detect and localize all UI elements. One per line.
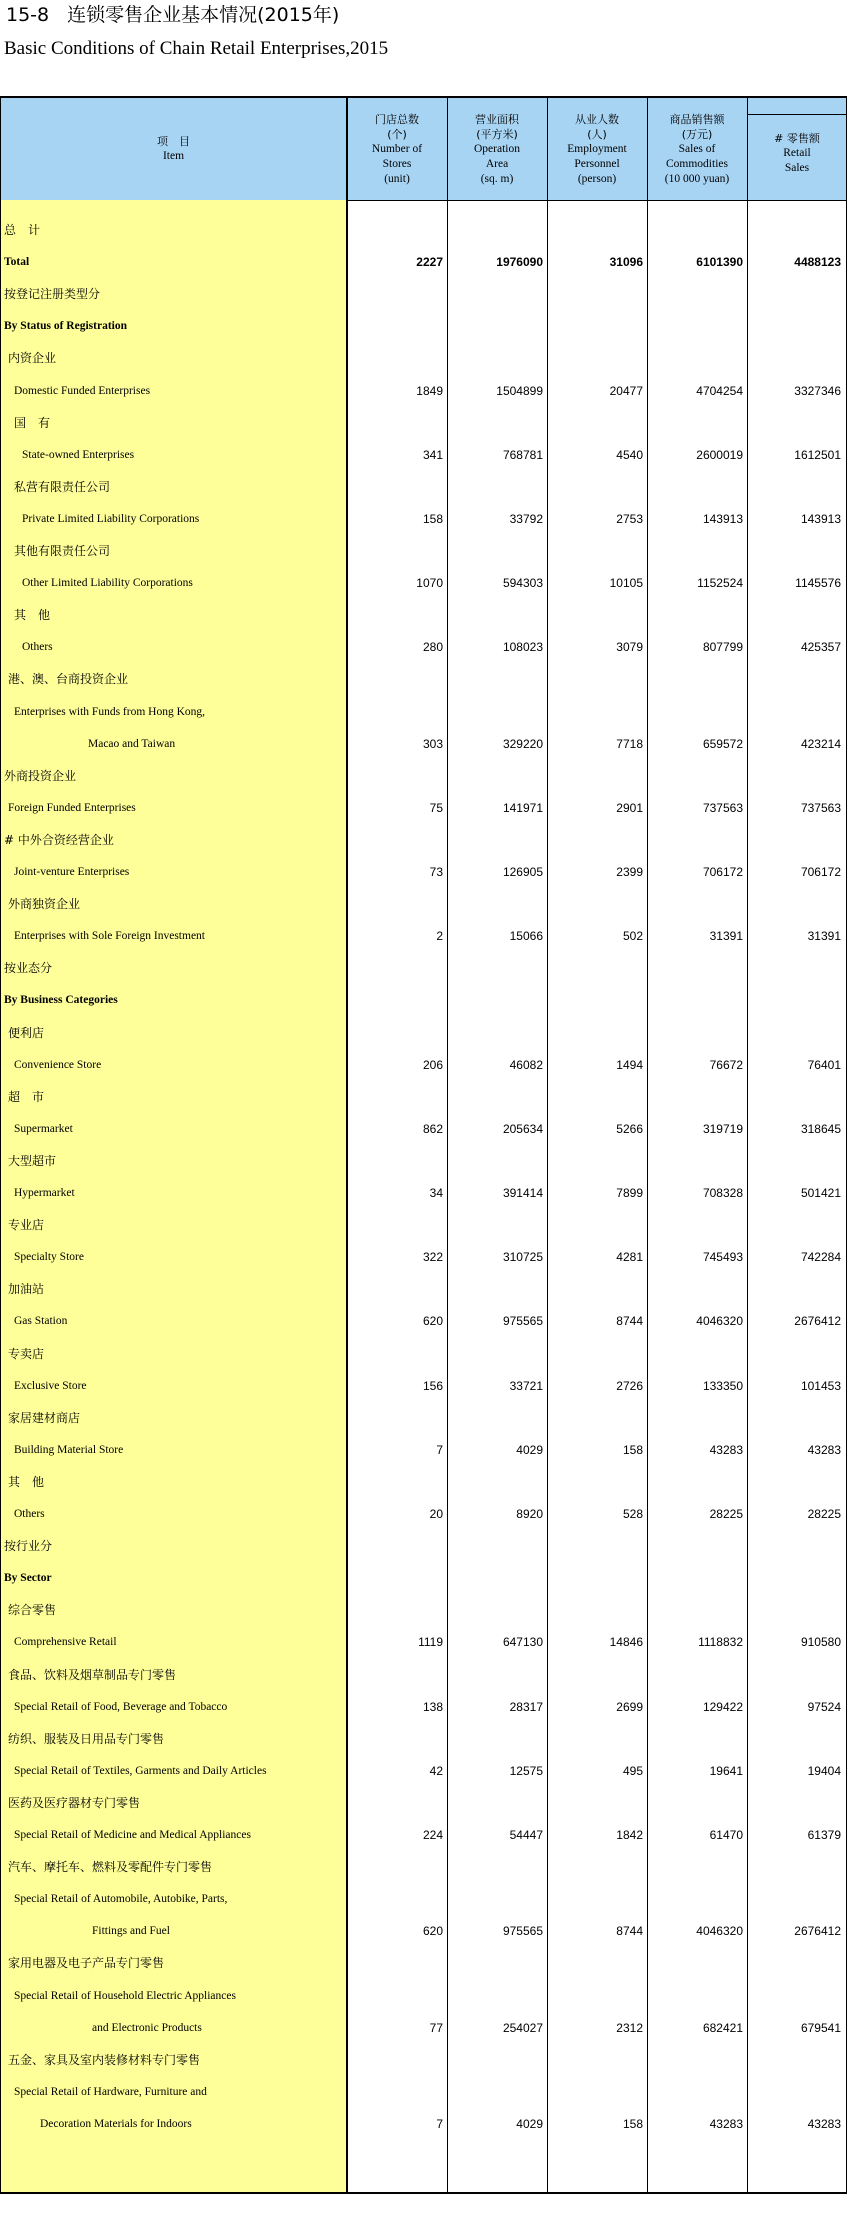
cell-employees: 528 xyxy=(622,1507,643,1521)
column-header-en: Personnel xyxy=(574,157,620,170)
row-label: Joint-venture Enterprises xyxy=(14,866,130,878)
page-title-cn xyxy=(6,2,339,28)
cell-employees: 4540 xyxy=(616,448,643,462)
row-label: Total xyxy=(4,256,30,268)
row-label: Exclusive Store xyxy=(14,1380,87,1392)
row-label: 外商投资企业 xyxy=(4,769,77,783)
cell-sales: 19641 xyxy=(709,1764,743,1778)
cell-sales: 4704254 xyxy=(696,384,743,398)
table-row xyxy=(0,1504,847,1524)
cell-area: 975565 xyxy=(502,1314,543,1328)
cell-stores: 322 xyxy=(422,1250,443,1264)
row-label: By Sector xyxy=(4,1572,52,1584)
cell-stores: 2 xyxy=(436,929,443,943)
cell-stores: 1849 xyxy=(416,384,443,398)
table-row xyxy=(0,958,847,978)
row-label: Convenience Store xyxy=(14,1059,102,1071)
table-row xyxy=(0,445,847,465)
cell-employees: 2901 xyxy=(616,801,643,815)
table-row xyxy=(0,702,847,722)
cell-stores: 156 xyxy=(422,1379,443,1393)
cell-stores: 20 xyxy=(429,1507,443,1521)
table-row xyxy=(0,1568,847,1588)
table-row xyxy=(0,862,847,882)
cell-retail: 910580 xyxy=(800,1635,841,1649)
cell-sales: 737563 xyxy=(702,801,743,815)
row-label: 便利店 xyxy=(8,1026,45,1040)
cell-retail: 19404 xyxy=(807,1764,841,1778)
cell-retail: 4488123 xyxy=(794,255,841,269)
table-row xyxy=(0,1857,847,1877)
cell-area: 205634 xyxy=(502,1122,543,1136)
cell-stores: 620 xyxy=(422,1314,443,1328)
cell-sales: 1152524 xyxy=(697,576,743,590)
column-header-en: Employment xyxy=(567,142,627,155)
table-row xyxy=(0,605,847,625)
table-row xyxy=(0,766,847,786)
cell-sales: 143913 xyxy=(702,512,743,526)
cell-employees: 2753 xyxy=(616,512,643,526)
row-label: 专卖店 xyxy=(8,1347,45,1361)
cell-retail: 1612501 xyxy=(794,448,841,462)
column-header-en: Sales xyxy=(784,161,810,174)
cell-sales: 1118832 xyxy=(698,1635,743,1649)
row-label: Special Retail of Food, Beverage and Tobacco xyxy=(14,1701,228,1713)
table-row xyxy=(0,637,847,657)
cell-stores: 1070 xyxy=(416,576,443,590)
column-header-en: (sq. m) xyxy=(480,172,514,185)
table-row xyxy=(0,1729,847,1749)
cell-employees: 2699 xyxy=(616,1700,643,1714)
cell-retail: 3327346 xyxy=(794,384,841,398)
table-row xyxy=(0,894,847,914)
cell-sales: 28225 xyxy=(709,1507,743,1521)
row-label: By Status of Registration xyxy=(4,320,127,332)
cell-area: 4029 xyxy=(516,2117,543,2131)
row-label: Supermarket xyxy=(14,1123,73,1135)
table-row xyxy=(0,573,847,593)
column-header-en: Number of xyxy=(371,142,423,155)
cell-area: 329220 xyxy=(502,737,543,751)
cell-sales: 319719 xyxy=(702,1122,743,1136)
cell-stores: 34 xyxy=(429,1186,443,1200)
row-label: 按行业分 xyxy=(4,1539,53,1553)
cell-area: 310725 xyxy=(502,1250,543,1264)
cell-retail: 43283 xyxy=(807,1443,841,1457)
table-row xyxy=(0,1889,847,1909)
cell-sales: 4046320 xyxy=(696,1314,743,1328)
cell-retail: 2676412 xyxy=(794,1314,841,1328)
table-row xyxy=(0,1119,847,1139)
cell-stores: 158 xyxy=(422,512,443,526)
row-label: 其他有限责任公司 xyxy=(14,544,111,558)
cell-retail: 318645 xyxy=(800,1122,841,1136)
table-row xyxy=(0,316,847,336)
cell-retail: 101453 xyxy=(800,1379,841,1393)
cell-stores: 620 xyxy=(422,1924,443,1938)
cell-employees: 4281 xyxy=(616,1250,643,1264)
row-label: Enterprises with Sole Foreign Investment xyxy=(14,930,205,942)
table-row xyxy=(0,2050,847,2070)
cell-retail: 61379 xyxy=(807,1828,841,1842)
row-label: Gas Station xyxy=(14,1315,68,1327)
table-row xyxy=(0,1472,847,1492)
cell-sales: 2600019 xyxy=(696,448,743,462)
cell-sales: 807799 xyxy=(702,640,743,654)
column-header-cn: (个) xyxy=(387,127,407,141)
cell-employees: 3079 xyxy=(616,640,643,654)
row-label: By Business Categories xyxy=(4,994,118,1006)
row-label: Special Retail of Medicine and Medical Appliances xyxy=(14,1829,251,1841)
cell-sales: 6101390 xyxy=(696,255,743,269)
column-header-cn: 门店总数 xyxy=(375,112,419,126)
cell-employees: 10105 xyxy=(609,576,643,590)
cell-sales: 745493 xyxy=(702,1250,743,1264)
page-title-en: Basic Conditions of Chain Retail Enterprises,2015 xyxy=(4,38,389,59)
column-header-retail xyxy=(747,102,847,204)
cell-area: 15066 xyxy=(509,929,543,943)
table-row xyxy=(0,1311,847,1331)
row-label: Special Retail of Textiles, Garments and Daily Articles xyxy=(14,1765,267,1777)
column-header-cn: (人) xyxy=(587,127,607,141)
table-row xyxy=(0,669,847,689)
cell-area: 141971 xyxy=(502,801,543,815)
table-row xyxy=(0,220,847,240)
cell-employees: 7899 xyxy=(616,1186,643,1200)
row-label: Special Retail of Household Electric Appliances xyxy=(14,1990,236,2002)
table-row xyxy=(0,1921,847,1941)
column-header-cn: 从业人数 xyxy=(575,112,619,126)
table-row xyxy=(0,413,847,433)
row-label: Specialty Store xyxy=(14,1251,84,1263)
row-label: 专业店 xyxy=(8,1218,45,1232)
column-header-en: Retail xyxy=(783,146,811,159)
column-header-en: (unit) xyxy=(384,172,410,185)
cell-employees: 20477 xyxy=(609,384,643,398)
table-row xyxy=(0,2114,847,2134)
cell-stores: 75 xyxy=(429,801,443,815)
table-row xyxy=(0,926,847,946)
cell-employees: 31096 xyxy=(609,255,643,269)
row-label: Fittings and Fuel xyxy=(92,1925,170,1937)
table-row xyxy=(0,1793,847,1813)
cell-stores: 42 xyxy=(429,1764,443,1778)
row-label: Enterprises with Funds from Hong Kong, xyxy=(14,706,206,718)
table-row xyxy=(0,1151,847,1171)
cell-stores: 280 xyxy=(422,640,443,654)
row-label: Comprehensive Retail xyxy=(14,1636,117,1648)
cell-sales: 133350 xyxy=(702,1379,743,1393)
cell-employees: 2726 xyxy=(616,1379,643,1393)
cell-area: 1976090 xyxy=(496,255,543,269)
cell-employees: 5266 xyxy=(616,1122,643,1136)
table-row xyxy=(0,1087,847,1107)
cell-area: 33792 xyxy=(509,512,543,526)
cell-retail: 1145576 xyxy=(795,576,841,590)
column-header-en: (10 000 yuan) xyxy=(664,172,730,185)
row-label: 五金、家具及室内装修材料专门零售 xyxy=(8,2053,201,2067)
cell-retail: 501421 xyxy=(800,1186,841,1200)
row-label: 总 计 xyxy=(4,223,41,237)
column-header-en: Commodities xyxy=(666,157,728,170)
row-label: 超 市 xyxy=(8,1090,45,1104)
cell-sales: 76672 xyxy=(709,1058,743,1072)
cell-area: 647130 xyxy=(502,1635,543,1649)
row-label: 按业态分 xyxy=(4,961,53,975)
row-label: 加油站 xyxy=(8,1282,45,1296)
cell-area: 391414 xyxy=(502,1186,543,1200)
row-label: 国 有 xyxy=(14,416,51,430)
table-row xyxy=(0,1440,847,1460)
cell-employees: 502 xyxy=(622,929,643,943)
cell-stores: 73 xyxy=(429,865,443,879)
row-label: Hypermarket xyxy=(14,1187,75,1199)
row-label: Decoration Materials for Indoors xyxy=(40,2118,192,2130)
cell-area: 254027 xyxy=(502,2021,543,2035)
cell-area: 28317 xyxy=(509,1700,543,1714)
table-row xyxy=(0,1279,847,1299)
data-table xyxy=(0,96,847,2194)
cell-employees: 7718 xyxy=(616,737,643,751)
cell-stores: 2227 xyxy=(416,255,443,269)
cell-retail: 143913 xyxy=(800,512,841,526)
cell-employees: 1494 xyxy=(616,1058,643,1072)
table-row xyxy=(0,1408,847,1428)
row-label: 其 他 xyxy=(8,1475,45,1489)
cell-stores: 862 xyxy=(422,1122,443,1136)
cell-area: 8920 xyxy=(516,1507,543,1521)
row-label: Foreign Funded Enterprises xyxy=(8,802,136,814)
row-label: Private Limited Liability Corporations xyxy=(22,513,200,525)
table-row xyxy=(0,348,847,368)
cell-retail: 737563 xyxy=(800,801,841,815)
cell-area: 594303 xyxy=(502,576,543,590)
cell-area: 126905 xyxy=(502,865,543,879)
row-label: 家居建材商店 xyxy=(8,1411,81,1425)
cell-sales: 659572 xyxy=(702,737,743,751)
row-label: 按登记注册类型分 xyxy=(4,287,101,301)
table-row xyxy=(0,1183,847,1203)
table-row xyxy=(0,1055,847,1075)
row-label: Special Retail of Automobile, Autobike, Parts, xyxy=(14,1893,228,1905)
cell-area: 108023 xyxy=(502,640,543,654)
column-header-cn: 营业面积 xyxy=(475,112,519,126)
table-row xyxy=(0,990,847,1010)
cell-retail: 742284 xyxy=(800,1250,841,1264)
cell-sales: 4046320 xyxy=(696,1924,743,1938)
table-row xyxy=(0,1376,847,1396)
cell-stores: 7 xyxy=(436,2117,443,2131)
table-row xyxy=(0,734,847,754)
row-label: Special Retail of Hardware, Furniture and xyxy=(14,2086,207,2098)
column-header-cn: (平方米) xyxy=(476,127,518,141)
table-row xyxy=(0,1665,847,1685)
table-row xyxy=(0,1536,847,1556)
row-label: Others xyxy=(14,1508,45,1520)
cell-area: 1504899 xyxy=(496,384,543,398)
table-row xyxy=(0,381,847,401)
cell-area: 975565 xyxy=(502,1924,543,1938)
row-label: 外商独资企业 xyxy=(8,897,81,911)
column-header-area xyxy=(447,98,547,200)
cell-employees: 2312 xyxy=(616,2021,643,2035)
row-label: 家用电器及电子产品专门零售 xyxy=(8,1956,165,1970)
row-label: 私营有限责任公司 xyxy=(14,480,111,494)
cell-employees: 8744 xyxy=(616,1924,643,1938)
row-label: Building Material Store xyxy=(14,1444,124,1456)
cell-retail: 28225 xyxy=(807,1507,841,1521)
row-label: Macao and Taiwan xyxy=(88,738,176,750)
table-row xyxy=(0,477,847,497)
column-header-en: Operation xyxy=(474,142,520,155)
column-header-cn: 项 目 xyxy=(157,135,190,148)
row-label: 港、澳、台商投资企业 xyxy=(8,672,129,686)
row-label: 内资企业 xyxy=(8,351,57,365)
table-row xyxy=(0,1247,847,1267)
table-number: 15-8 xyxy=(6,4,50,26)
cell-retail: 97524 xyxy=(807,1700,841,1714)
cell-area: 768781 xyxy=(502,448,543,462)
row-label: # 中外合资经营企业 xyxy=(4,833,114,847)
column-header-cn: 商品销售额 xyxy=(669,112,725,126)
cell-retail: 76401 xyxy=(807,1058,841,1072)
column-header-en: (person) xyxy=(577,172,617,185)
table-row xyxy=(0,1023,847,1043)
cell-employees: 14846 xyxy=(609,1635,643,1649)
column-header-en: Area xyxy=(485,157,509,170)
cell-sales: 31391 xyxy=(709,929,743,943)
table-row xyxy=(0,1344,847,1364)
table-row xyxy=(0,830,847,850)
cell-stores: 7 xyxy=(436,1443,443,1457)
row-label: 纺织、服装及日用品专门零售 xyxy=(8,1732,165,1746)
cell-retail: 706172 xyxy=(800,865,841,879)
row-label: Domestic Funded Enterprises xyxy=(14,385,151,397)
cell-area: 46082 xyxy=(509,1058,543,1072)
cell-stores: 138 xyxy=(422,1700,443,1714)
row-label: 大型超市 xyxy=(8,1154,57,1168)
column-header-item xyxy=(0,98,347,200)
column-header-en: Sales of xyxy=(678,142,716,155)
column-header-en: Stores xyxy=(382,157,412,170)
cell-stores: 341 xyxy=(422,448,443,462)
cell-area: 33721 xyxy=(509,1379,543,1393)
table-row xyxy=(0,1600,847,1620)
cell-retail: 679541 xyxy=(800,2021,841,2035)
cell-stores: 77 xyxy=(429,2021,443,2035)
cell-stores: 206 xyxy=(422,1058,443,1072)
row-label: 综合零售 xyxy=(8,1603,57,1617)
cell-sales: 61470 xyxy=(709,1828,743,1842)
cell-area: 12575 xyxy=(509,1764,543,1778)
table-row xyxy=(0,1697,847,1717)
table-row xyxy=(0,2018,847,2038)
cell-sales: 706172 xyxy=(702,865,743,879)
table-row xyxy=(0,252,847,272)
table-row xyxy=(0,1986,847,2006)
cell-employees: 158 xyxy=(622,1443,643,1457)
cell-retail: 2676412 xyxy=(794,1924,841,1938)
cell-employees: 495 xyxy=(622,1764,643,1778)
cell-area: 4029 xyxy=(516,1443,543,1457)
row-label: Other Limited Liability Corporations xyxy=(22,577,193,589)
cell-retail: 423214 xyxy=(800,737,841,751)
cell-employees: 1842 xyxy=(616,1828,643,1842)
cell-sales: 129422 xyxy=(702,1700,743,1714)
table-row xyxy=(0,1632,847,1652)
cell-stores: 224 xyxy=(422,1828,443,1842)
cell-sales: 43283 xyxy=(709,1443,743,1457)
table-row xyxy=(0,509,847,529)
cell-sales: 708328 xyxy=(702,1186,743,1200)
cell-stores: 1119 xyxy=(418,1635,443,1649)
table-row xyxy=(0,1953,847,1973)
row-label: and Electronic Products xyxy=(92,2022,202,2034)
table-row xyxy=(0,541,847,561)
table-row xyxy=(0,2082,847,2102)
column-header-sales xyxy=(647,98,747,200)
column-header-cn: # 零售额 xyxy=(774,131,820,145)
column-header-employees xyxy=(547,98,647,200)
cell-retail: 425357 xyxy=(800,640,841,654)
table-row xyxy=(0,1761,847,1781)
table-row xyxy=(0,1215,847,1235)
cell-employees: 2399 xyxy=(616,865,643,879)
cell-retail: 43283 xyxy=(807,2117,841,2131)
cell-sales: 43283 xyxy=(709,2117,743,2131)
cell-employees: 158 xyxy=(622,2117,643,2131)
table-row xyxy=(0,1825,847,1845)
row-label: 医药及医疗器材专门零售 xyxy=(8,1796,141,1810)
row-label: 汽车、摩托车、燃料及零配件专门零售 xyxy=(8,1860,213,1874)
cell-retail: 31391 xyxy=(807,929,841,943)
row-label: 其 他 xyxy=(14,608,51,622)
table-row xyxy=(0,284,847,304)
row-label: 食品、饮料及烟草制品专门零售 xyxy=(8,1668,177,1682)
column-header-en: Item xyxy=(162,150,185,162)
row-label: Others xyxy=(22,641,53,653)
column-header-stores xyxy=(347,98,447,200)
cell-area: 54447 xyxy=(509,1828,543,1842)
cell-employees: 8744 xyxy=(616,1314,643,1328)
column-header-cn: (万元) xyxy=(681,127,713,141)
cell-sales: 682421 xyxy=(702,2021,743,2035)
row-label: State-owned Enterprises xyxy=(22,449,135,461)
cell-stores: 303 xyxy=(422,737,443,751)
title-cn-text: 连锁零售企业基本情况(2015年) xyxy=(67,4,340,26)
table-row xyxy=(0,798,847,818)
